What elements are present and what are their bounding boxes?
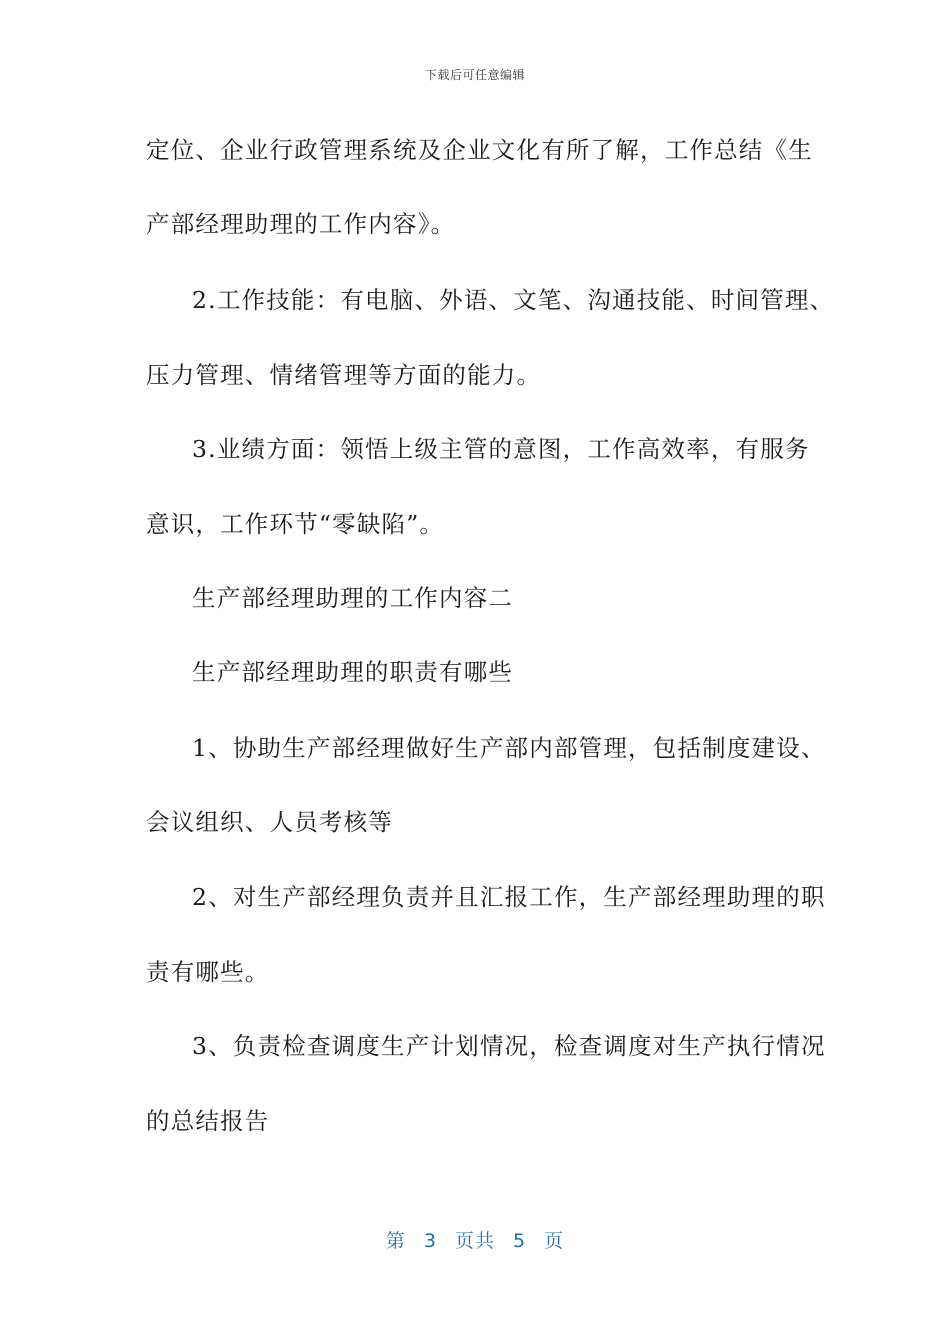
page-label-suffix: 页 [544, 1230, 565, 1252]
section-subheading: 生产部经理助理的职责有哪些 [192, 658, 514, 686]
paragraph-line: 压力管理、情绪管理等方面的能力。 [146, 361, 542, 389]
page-header: 下载后可任意编辑 [424, 68, 525, 82]
section-heading: 生产部经理助理的工作内容二 [192, 584, 514, 612]
paragraph-line: 会议组织、人员考核等 [146, 808, 393, 836]
total-pages-number: 5 [513, 1230, 527, 1252]
paragraph-line: 的总结报告 [146, 1107, 270, 1135]
paragraph-line: 3.业绩方面：领悟上级主管的意图，工作高效率，有服务 [192, 435, 810, 463]
paragraph-line: 2、对生产部经理负责并且汇报工作，生产部经理助理的职 [192, 883, 826, 911]
page-label-prefix: 第 [385, 1230, 406, 1252]
page-footer [0, 1226, 950, 1253]
page-label-middle: 页共 [454, 1230, 495, 1252]
paragraph-line: 责有哪些。 [146, 958, 270, 986]
paragraph-line: 产部经理助理的工作内容》。 [146, 210, 456, 238]
current-page-number: 3 [423, 1230, 437, 1252]
paragraph-line: 定位、企业行政管理系统及企业文化有所了解，工作总结《生 [146, 136, 813, 164]
paragraph-line: 意识，工作环节“零缺陷”。 [146, 510, 445, 538]
paragraph-line: 3、负责检查调度生产计划情况，检查调度对生产执行情况 [192, 1032, 826, 1060]
paragraph-line: 2.工作技能：有电脑、外语、文笔、沟通技能、时间管理、 [192, 286, 835, 314]
paragraph-line: 1、协助生产部经理做好生产部内部管理，包括制度建设、 [192, 734, 826, 762]
